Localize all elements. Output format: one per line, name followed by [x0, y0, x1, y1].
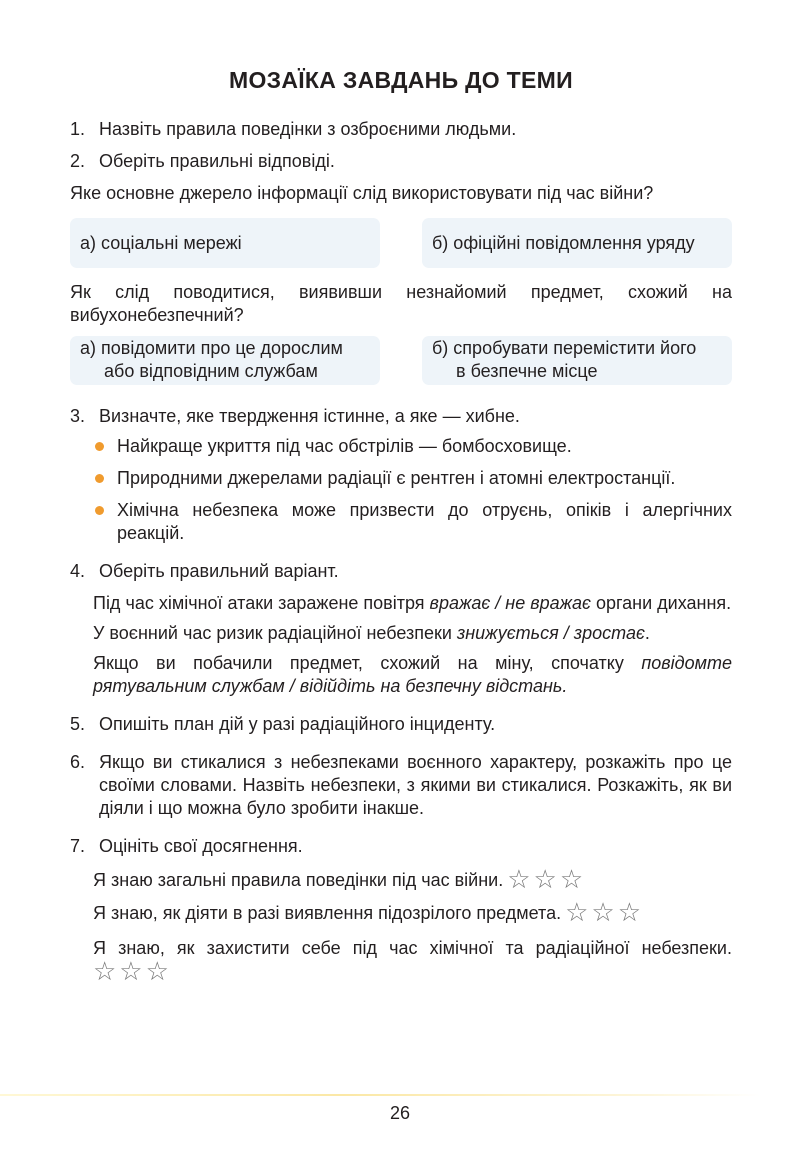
- task-text: Опишіть план дій у разі радіаційного інциденту.: [99, 714, 496, 734]
- task-5: [70, 713, 732, 736]
- page-content: [70, 66, 732, 984]
- bullet-icon: [95, 467, 117, 490]
- task-text: Оберіть правильний варіант.: [99, 561, 339, 581]
- answer-option-a[interactable]: [70, 218, 380, 268]
- footer-divider: [0, 1094, 760, 1096]
- task-text: Оберіть правильні відповіді.: [99, 151, 335, 171]
- answer-option-b[interactable]: [422, 218, 732, 268]
- task-text: Якщо ви стикалися з небезпеками воєнного характеру, розкажіть про це своїми словами. Назвіть небезпеки, з якими ви стикалися. Розкажіть, як ви діяли і що можна було зробити інакше.: [99, 752, 732, 818]
- statement-text: Найкраще укриття під час обстрілів — бомбосховище.: [117, 436, 572, 456]
- task-3: [70, 405, 732, 428]
- statement-item: [95, 499, 732, 545]
- answer-option-a[interactable]: [70, 336, 380, 385]
- task-number: 3.: [70, 406, 86, 426]
- statement-list: [70, 435, 732, 545]
- self-assessment-item: [93, 897, 732, 927]
- statement-text: Природними джерелами радіації є рентген і атомні електростанції.: [117, 468, 676, 488]
- answers-question-1: [70, 218, 732, 268]
- choice-options[interactable]: повідомте рятувальним службам / відійдіть на безпечну відстань.: [93, 653, 732, 696]
- choice-sentence-1: Під час хімічної атаки заражене повітря вражає / не вражає органи дихання.: [93, 593, 732, 613]
- task-number: 4.: [70, 561, 86, 581]
- page-title: МОЗАЇКА ЗАВДАНЬ ДО ТЕМИ: [229, 67, 573, 93]
- question-2: Як слід поводитися, виявивши незнайомий предмет, схожий на вибухонебезпечний?: [70, 282, 732, 325]
- answer-option-b[interactable]: [422, 336, 732, 385]
- task-text: Визначте, яке твердження істинне, а яке — хибне.: [99, 406, 520, 426]
- star-rating-icon[interactable]: ☆☆☆: [507, 864, 587, 894]
- statement-text: Я знаю, як захистити себе під час хімічної та радіаційної небезпеки.: [93, 938, 732, 958]
- task-number: 7.: [70, 836, 86, 856]
- answer-label: б) спробувати перемістити його: [432, 338, 697, 358]
- statement-text: Я знаю, як діяти в разі виявлення підозрілого предмета.: [93, 903, 562, 923]
- answer-label: а) соціальні мережі: [80, 232, 242, 253]
- task-6: [70, 751, 732, 820]
- question-1: Яке основне джерело інформації слід використовувати під час війни?: [70, 183, 654, 203]
- star-rating-icon[interactable]: ☆☆☆: [565, 897, 645, 927]
- statement-text: Я знаю загальні правила поведінки під час війни.: [93, 870, 504, 890]
- answers-question-2: [70, 336, 732, 385]
- answer-label: а) повідомити про це дорослим: [80, 338, 343, 358]
- choice-sentence-3: Якщо ви побачили предмет, схожий на міну, спочатку повідомте рятувальним службам / відійдіть на безпечну відстань.: [93, 653, 732, 696]
- choice-sentences: [70, 592, 732, 698]
- statement-item: [95, 467, 732, 490]
- statement-text: Хімічна небезпека може призвести до отруєнь, опіків і алергічних реакцій.: [117, 500, 732, 543]
- bullet-icon: [95, 435, 117, 458]
- task-number: 1.: [70, 119, 86, 139]
- choice-options[interactable]: знижується / зростає: [456, 623, 645, 643]
- task-7: [70, 835, 732, 858]
- choice-options[interactable]: вражає / не вражає: [429, 593, 591, 613]
- star-rating-icon[interactable]: ☆☆☆: [93, 956, 172, 986]
- self-assessment: [70, 864, 732, 986]
- self-assessment-item: [93, 864, 732, 894]
- page-number: 26: [389, 1103, 411, 1123]
- bullet-icon: [95, 499, 117, 545]
- task-2: [70, 150, 732, 173]
- task-text: Назвіть правила поведінки з озброєними людьми.: [99, 119, 517, 139]
- task-1: [70, 118, 732, 141]
- choice-sentence-2: У воєнний час ризик радіаційної небезпеки знижується / зростає.: [93, 623, 650, 643]
- task-number: 5.: [70, 714, 86, 734]
- task-text: Оцініть свої досягнення.: [99, 836, 303, 856]
- statement-item: [95, 435, 732, 458]
- task-number: 6.: [70, 752, 86, 772]
- answer-label: в безпечне місце: [456, 361, 598, 381]
- task-number: 2.: [70, 151, 86, 171]
- answer-label: б) офіційні повідомлення уряду: [432, 232, 695, 253]
- answer-label: або відповідним службам: [104, 361, 318, 381]
- self-assessment-item: [93, 937, 732, 984]
- task-4: [70, 560, 732, 583]
